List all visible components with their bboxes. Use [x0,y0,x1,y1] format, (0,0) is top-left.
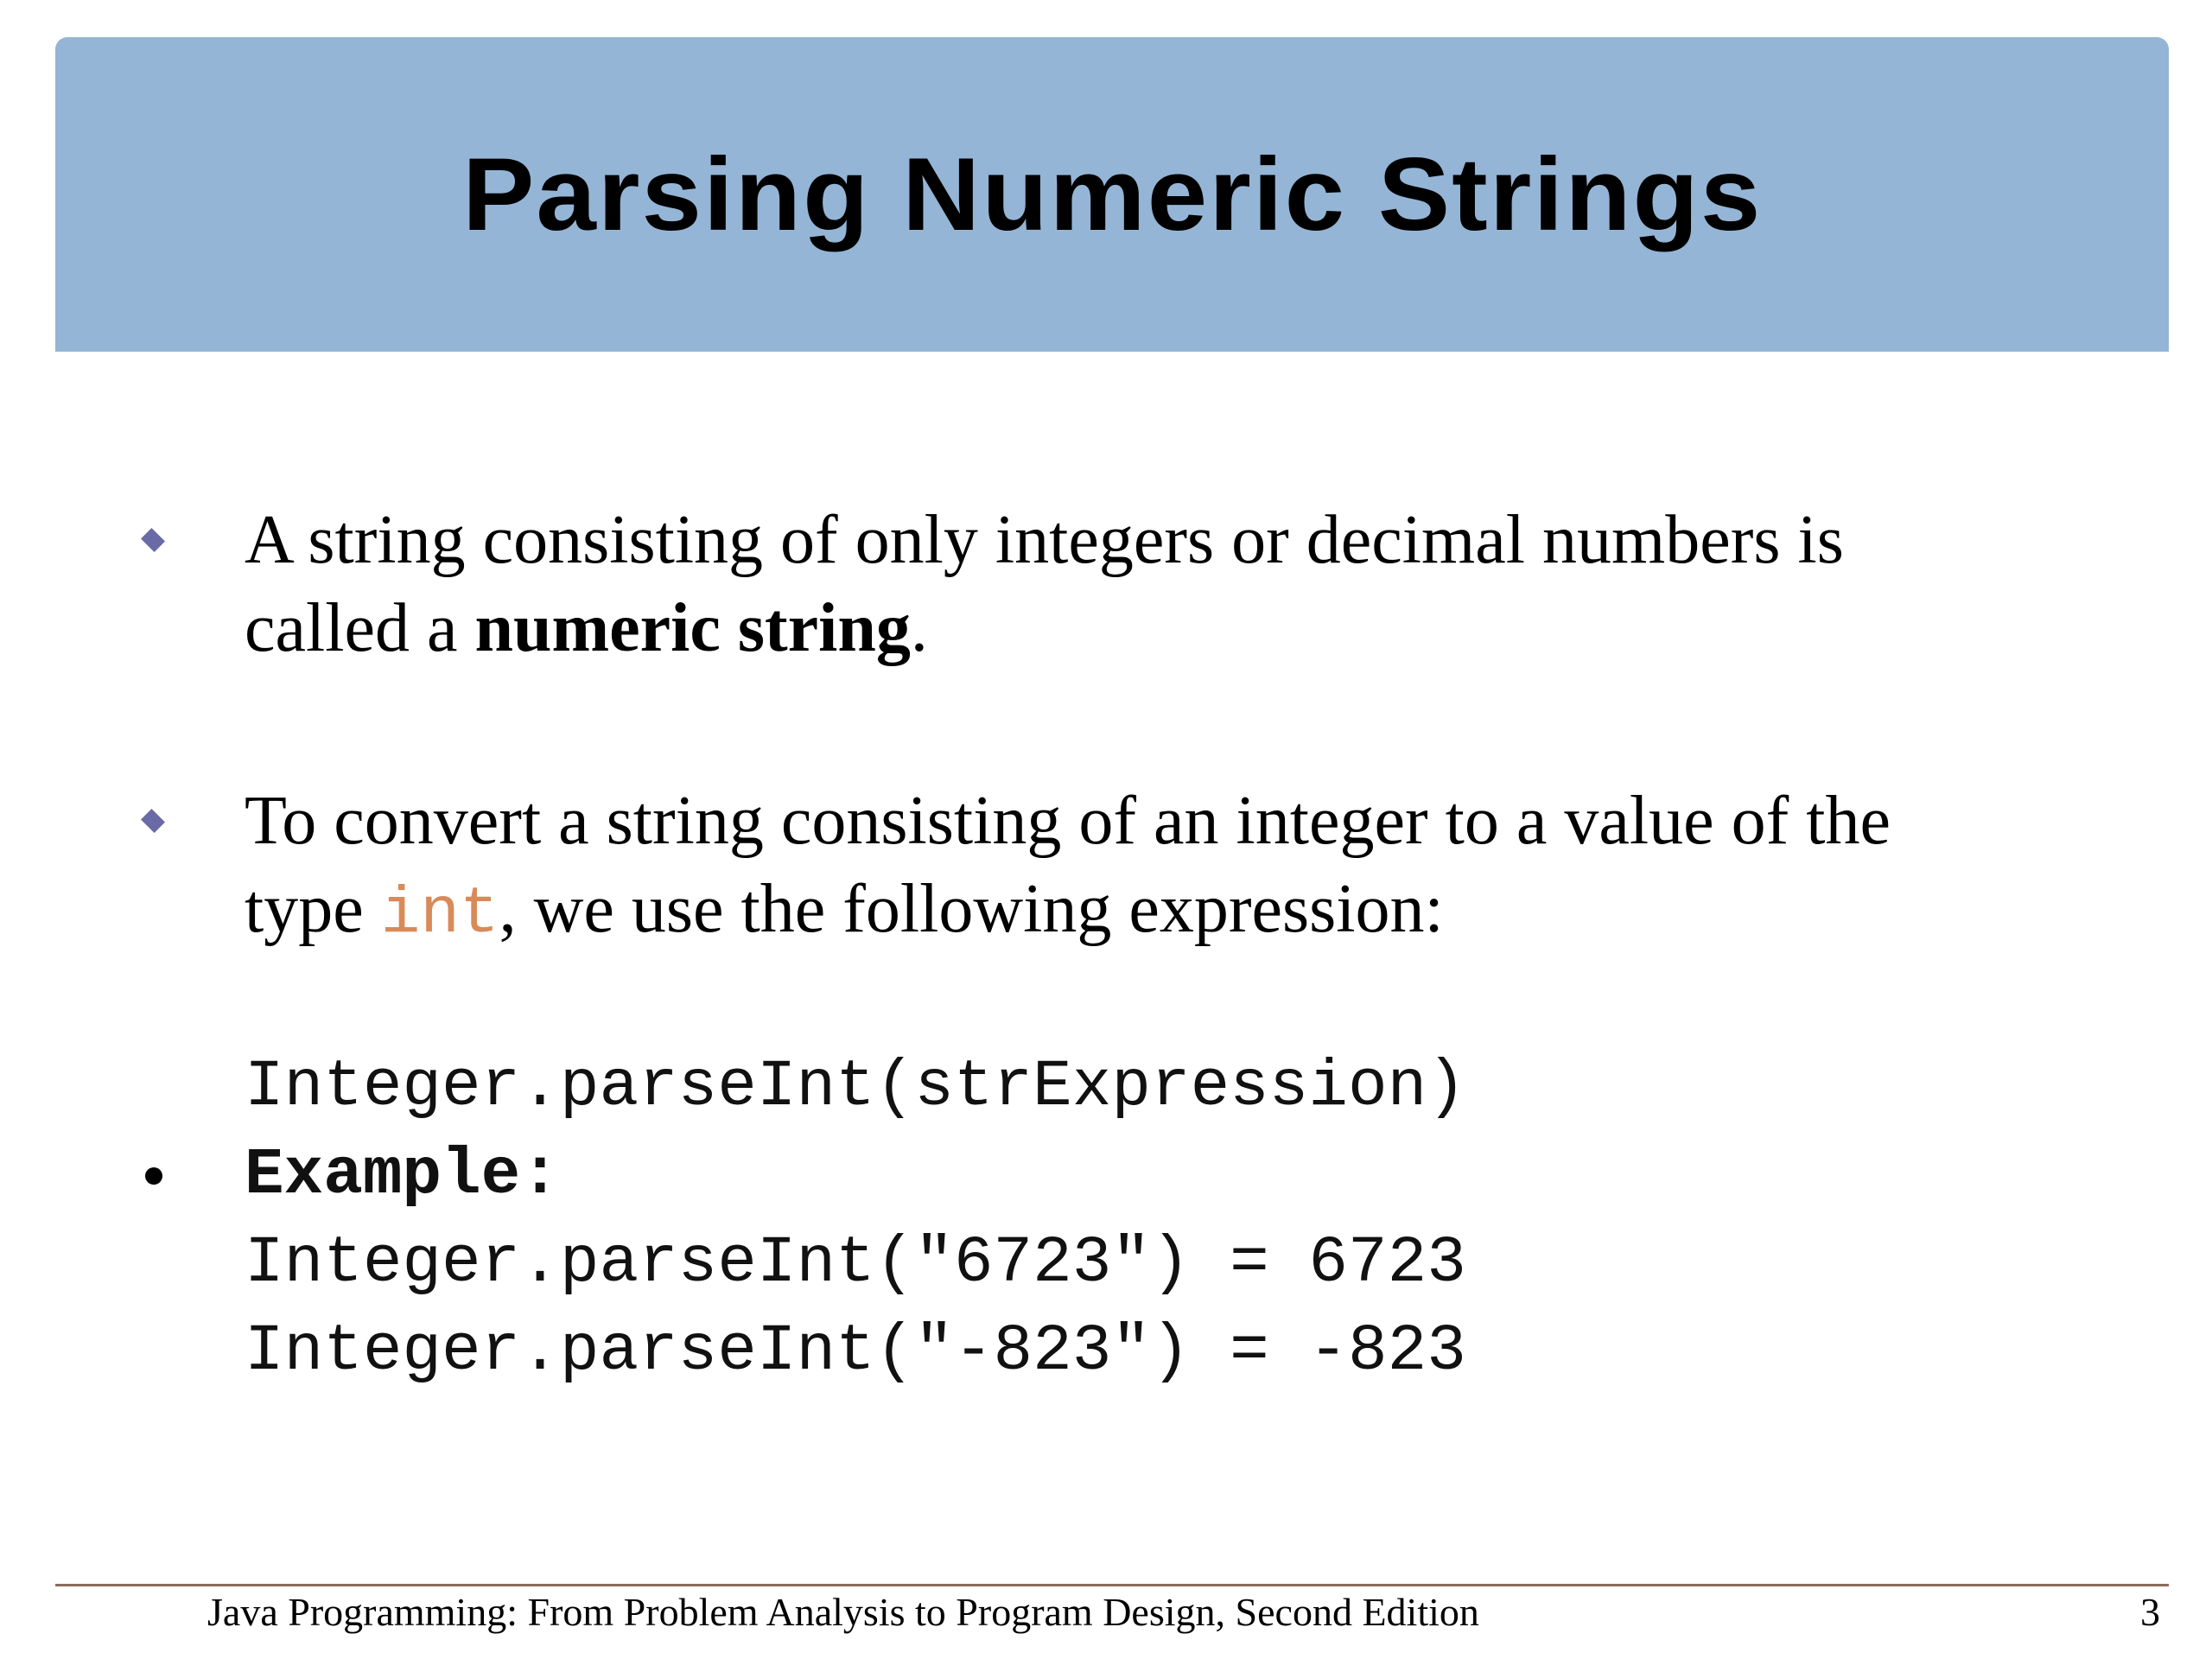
int-keyword: int [380,877,499,951]
footer-divider [55,1584,2169,1586]
bullet-1-line-1: A string consisting of only integers or decimal numbers is [245,502,1844,578]
page-number: 3 [2140,1590,2160,1634]
round-bullet-icon [145,1167,162,1185]
bullet-1-bold-term: numeric string [474,590,911,666]
bullet-2-line-1: To convert a string consisting of an integer to a value of the [245,783,1891,859]
example-label: Example: [245,1138,560,1212]
parse-expression: Integer.parseInt(strExpression) [245,1050,1466,1124]
slide-title: Parsing Numeric Strings [461,137,1763,252]
example-line-2: Integer.parseInt("-823") = -823 [245,1314,1466,1389]
diamond-bullet-icon [138,525,164,551]
bullet-1-prefix: called a [245,590,475,666]
footer-book-title: Java Programming: From Problem Analysis to Program Design, Second Edition [207,1590,1479,1634]
bullet-2-prefix: type [245,871,381,947]
bullet-2-suffix: , we use the following expression: [499,871,1444,947]
example-line-1: Integer.parseInt("6723") = 6723 [245,1226,1466,1300]
bullet-2-line-2 [245,865,1444,958]
bullet-1-suffix: . [910,590,928,666]
bullet-1-line-2 [245,584,928,672]
diamond-bullet-icon [138,806,164,832]
title-band [55,37,2169,352]
